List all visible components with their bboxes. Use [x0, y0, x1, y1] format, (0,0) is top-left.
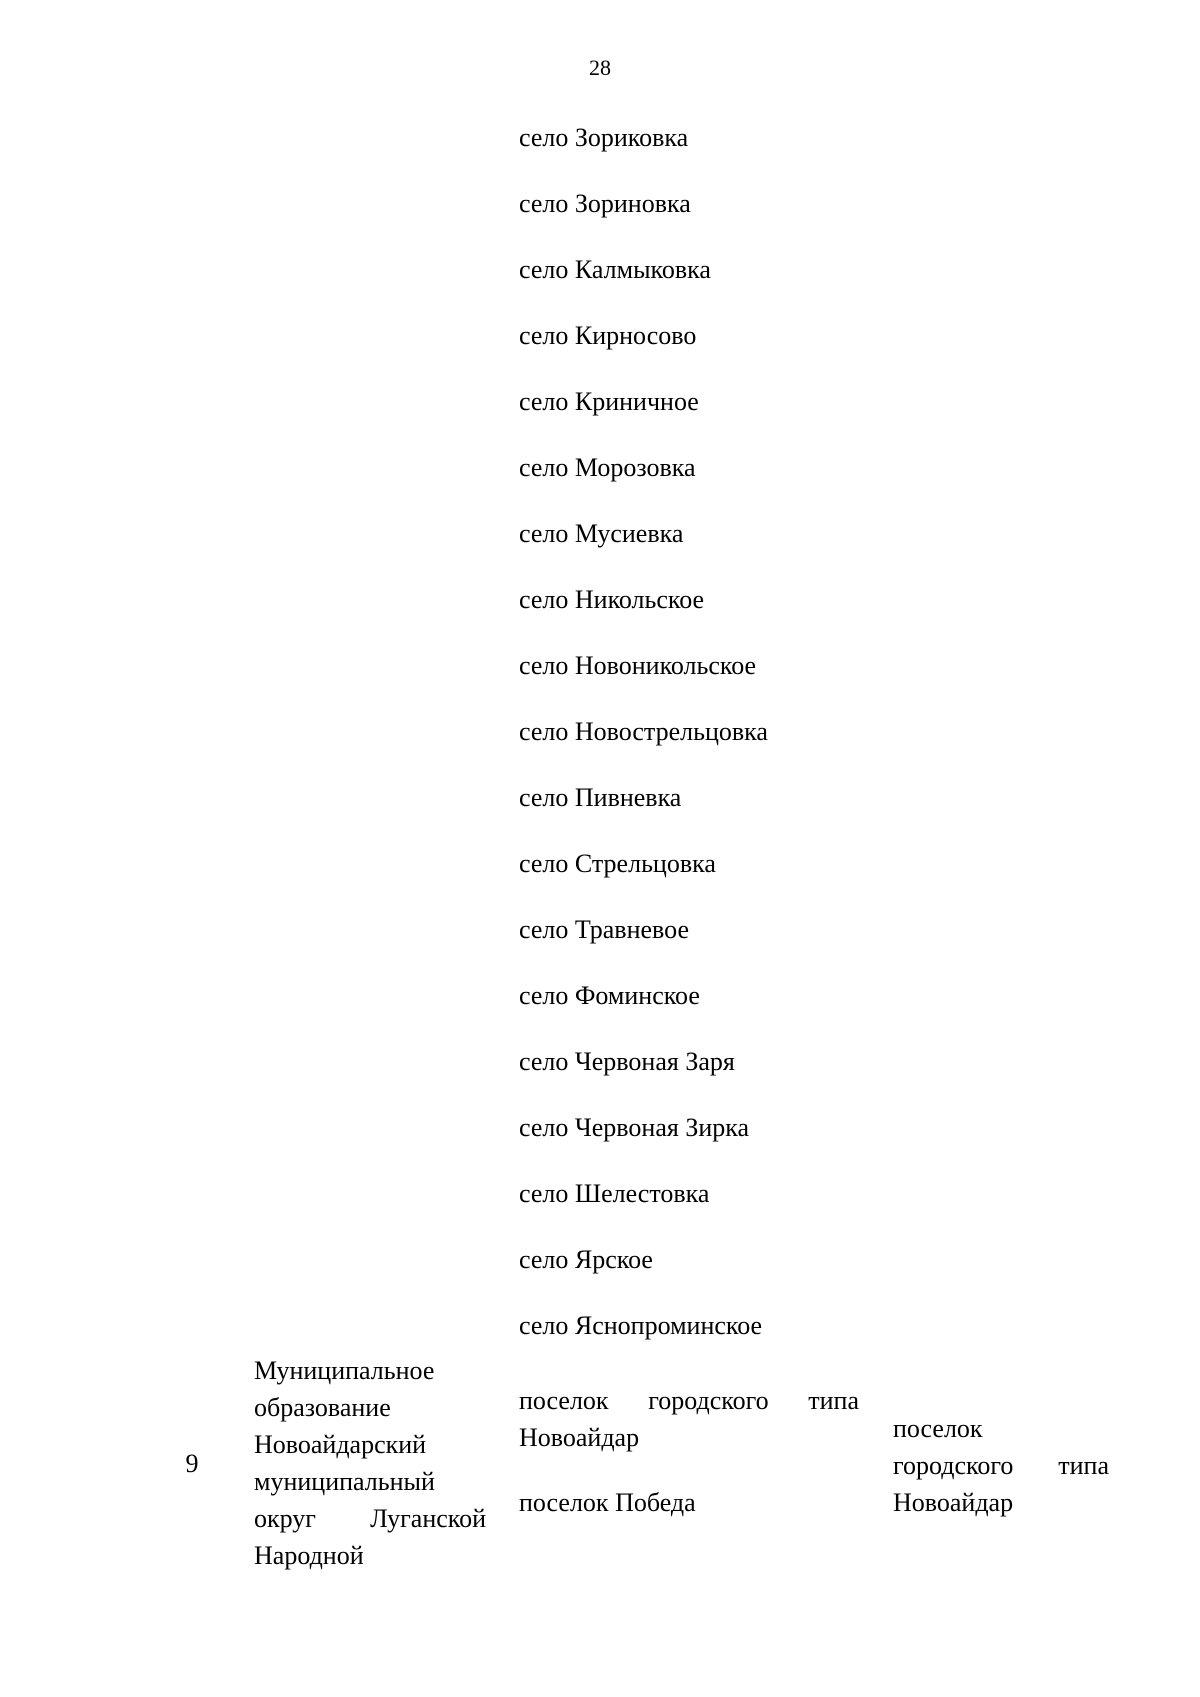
- settlement-line: Новоайдар: [519, 1423, 640, 1452]
- center-line: поселок: [893, 1414, 983, 1443]
- municipality-name-line: Новоайдарский: [254, 1430, 427, 1459]
- list-item: село Яснопроминское: [519, 1311, 763, 1340]
- municipality-name-line: Муниципальное: [254, 1356, 435, 1385]
- settlement-entry: поселок Победа: [519, 1488, 696, 1517]
- list-item: село Кирносово: [519, 321, 697, 350]
- list-item: село Травневое: [519, 915, 689, 944]
- municipality-name: [254, 1352, 486, 1574]
- page-number: 28: [589, 55, 611, 80]
- list-item: село Новоникольское: [519, 651, 757, 680]
- list-item: село Червоная Заря: [519, 1047, 735, 1076]
- list-item: село Стрельцовка: [519, 849, 716, 878]
- list-item: село Калмыковка: [519, 255, 711, 284]
- administrative-center: [893, 1410, 1109, 1521]
- list-item: село Ярское: [519, 1245, 653, 1274]
- list-item: село Криничное: [519, 387, 699, 416]
- municipality-name-line: Народной: [254, 1541, 364, 1570]
- center-line: городского типа: [893, 1451, 1109, 1480]
- list-item: село Червоная Зирка: [519, 1113, 750, 1142]
- list-item: село Никольское: [519, 585, 705, 614]
- list-item: село Мусиевка: [519, 519, 684, 548]
- list-item: село Фоминское: [519, 981, 700, 1010]
- list-item: село Зориковка: [519, 123, 689, 152]
- settlement-line: поселок городского типа: [519, 1386, 859, 1415]
- municipality-name-line: образование: [254, 1393, 391, 1422]
- list-item: село Морозовка: [519, 453, 696, 482]
- list-item: село Шелестовка: [519, 1179, 710, 1208]
- row-number: 9: [185, 1449, 199, 1478]
- settlement-list: [519, 119, 768, 1373]
- municipality-name-line: округ Луганской: [254, 1504, 486, 1533]
- row-settlements: [519, 1382, 859, 1521]
- list-item: село Зориновка: [519, 189, 691, 218]
- list-item: село Новострельцовка: [519, 717, 768, 746]
- settlement-entry: [519, 1382, 859, 1456]
- center-line: Новоайдар: [893, 1488, 1014, 1517]
- municipality-name-line: муниципальный: [254, 1467, 435, 1496]
- list-item: село Пивневка: [519, 783, 682, 812]
